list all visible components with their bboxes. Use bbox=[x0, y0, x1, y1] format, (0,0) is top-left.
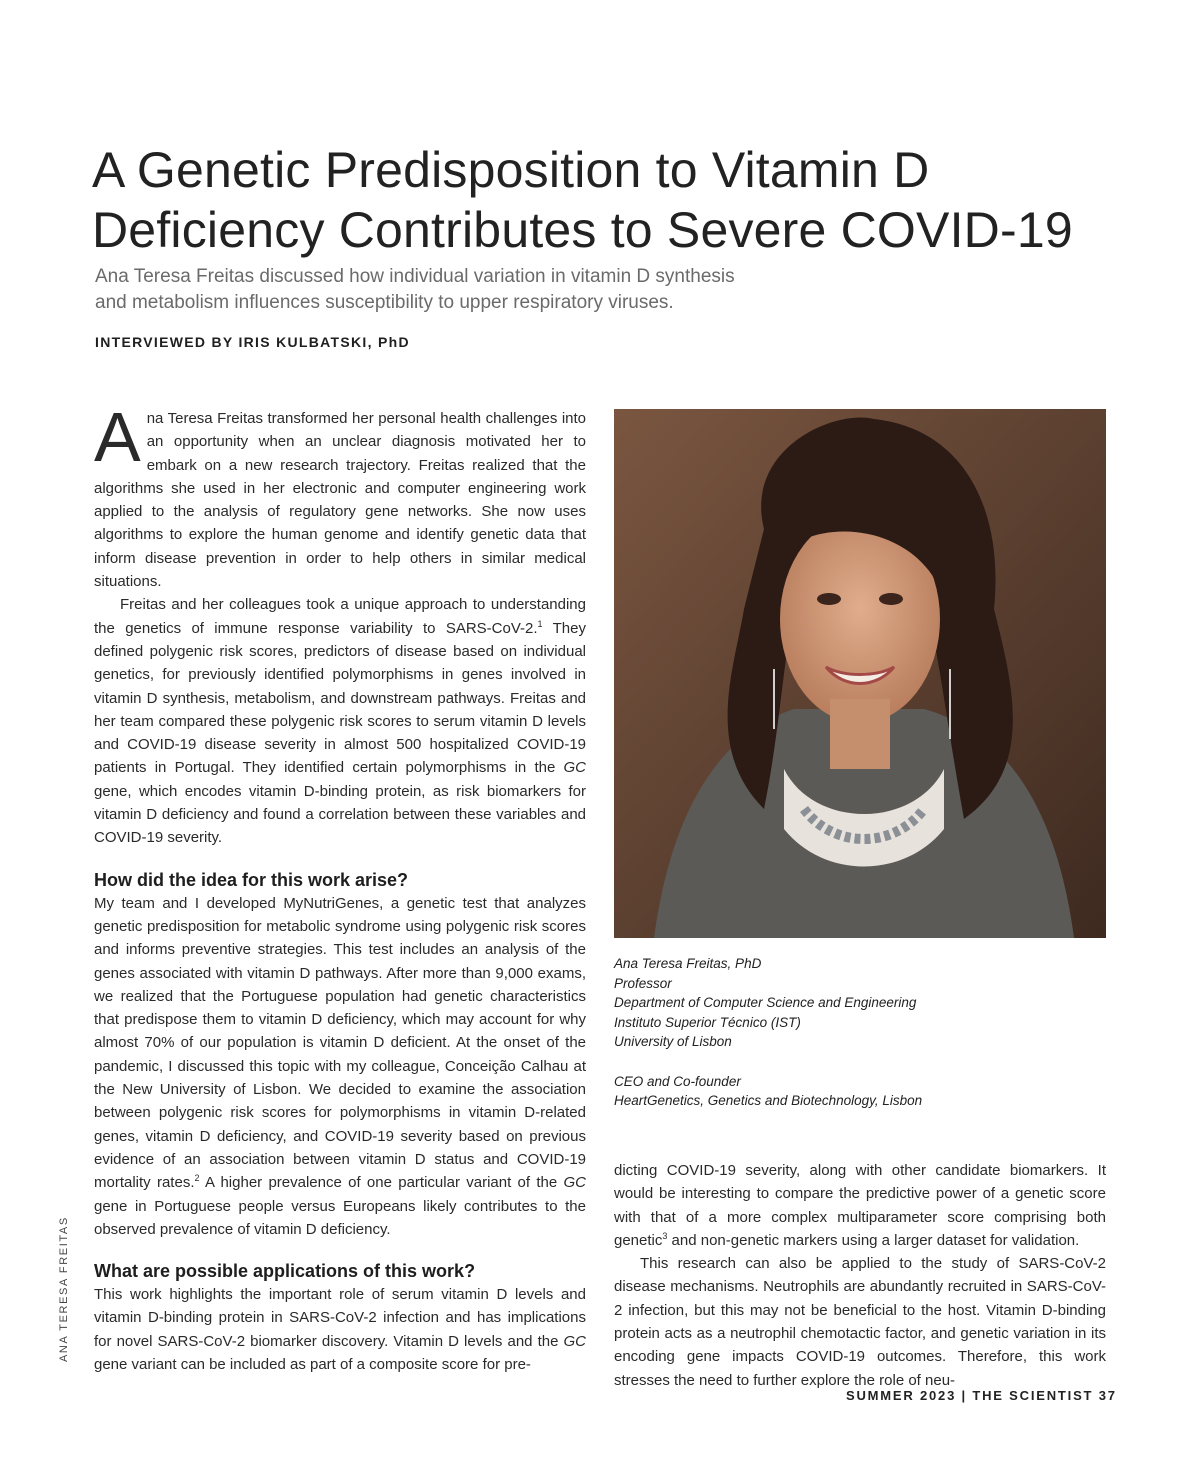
page-number: 37 bbox=[1098, 1388, 1117, 1403]
page-folio bbox=[846, 1388, 1117, 1403]
continuation-text-a: dicting COVID-19 severity, along with other candidate biomarkers. It would be interesting to compare the predictive power of a genetic score with that of a more complex multiparameter score comprising both genetic bbox=[614, 1162, 1106, 1249]
right-column bbox=[614, 1159, 1106, 1392]
reference-1: 1 bbox=[537, 618, 543, 629]
reference-3: 3 bbox=[662, 1230, 668, 1241]
deck-line-1: Ana Teresa Freitas discussed how individual variation in vitamin D synthesis bbox=[95, 266, 735, 287]
photo-caption bbox=[614, 954, 1114, 1111]
answer-1-text-b: A higher prevalence of one particular variant of the bbox=[199, 1174, 564, 1192]
article-title bbox=[92, 140, 1152, 260]
continuation-paragraph bbox=[614, 1159, 1106, 1252]
reference-2: 2 bbox=[194, 1173, 200, 1184]
byline: INTERVIEWED BY IRIS KULBATSKI, PhD bbox=[95, 334, 410, 350]
left-column bbox=[94, 398, 587, 1376]
summary-text-b: They defined polygenic risk scores, predictors of disease based on individual genetics, for previously identified polymorphisms in genes involved in vitamin D synthesis, metabolism, and downstream pathways. Freitas and her team compared these polygenic risk scores to serum vitamin D levels and COVID-19 disease severity in almost 500 hospitalized COVID-19 patients in Portugal. They identified certain polymorphisms in the bbox=[94, 619, 586, 777]
gene-name: GC bbox=[563, 1332, 586, 1350]
gene-name: GC bbox=[563, 1174, 587, 1192]
question-heading-2: What are possible applications of this work? bbox=[94, 1261, 476, 1282]
issue-label: SUMMER 2023 | THE SCIENTIST bbox=[846, 1388, 1094, 1403]
drop-cap: A bbox=[94, 398, 141, 476]
portrait-photo bbox=[614, 409, 1106, 938]
portrait-illustration bbox=[614, 409, 1106, 938]
question-heading-1: How did the idea for this work arise? bbox=[94, 869, 409, 890]
gene-name: GC bbox=[563, 759, 586, 777]
caption-department: Department of Computer Science and Engineering bbox=[614, 995, 917, 1011]
answer-paragraph-2 bbox=[94, 1283, 586, 1376]
answer-paragraph-1 bbox=[94, 892, 586, 1241]
caption-institute: Instituto Superior Técnico (IST) bbox=[614, 1014, 801, 1030]
answer-1-text-a: My team and I developed MyNutriGenes, a genetic test that analyzes genetic predisposition for metabolic syndrome using polygenic risk scores and informs preventive strategies. This test includes an analysis of the genes associated with vitamin D pathways. After more than 9,000 exams, we realized that the Portuguese population had genetic characteristics that predispose them to vitamin D deficiency, which may account for why almost 70% of our population is vitamin D deficient. At the onset of the pandemic, I discussed this topic with my colleague, Conceição Calhau at the New University of Lisbon. We decided to examine the association between polygenic risk scores for polymorphisms in vitamin D-related genes, vitamin D deficiency, and COVID-19 severity based on previous evidence of an association between vitamin D status and COVID-19 mortality rates. bbox=[94, 894, 586, 1192]
answer-1-text-c: gene in Portuguese people versus Europeans likely contributes to the observed prevalence of vitamin D deficiency. bbox=[94, 1197, 586, 1238]
summary-paragraph bbox=[94, 593, 586, 849]
mechanisms-paragraph: This research can also be applied to the study of SARS-CoV-2 disease mechanisms. Neutrophils are abundantly recruited in SARS-CoV-2 infection, but this may not be beneficial to the host. Vitamin D-binding protein acts as a neutrophil chemotactic factor, and genetic variation in its encoding gene impacts COVID-19 outcomes. Therefore, this work stresses the need to further explore the role of neu- bbox=[614, 1255, 1106, 1389]
photo-credit: ANA TERESA FREITAS bbox=[58, 1216, 70, 1362]
caption-role: CEO and Co-founder bbox=[614, 1073, 741, 1089]
caption-university: University of Lisbon bbox=[614, 1034, 732, 1050]
answer-2-text-b: gene variant can be included as part of a composite score for pre- bbox=[94, 1355, 531, 1373]
answer-2-text-a: This work highlights the important role of serum vitamin D levels and vitamin D-binding protein in SARS-CoV-2 infection and has implications for novel SARS-CoV-2 biomarker discovery. Vitamin D levels and the bbox=[94, 1286, 586, 1350]
summary-text-c: gene, which encodes vitamin D-binding protein, as risk biomarkers for vitamin D deficiency and found a correlation between these variables and COVID-19 severity. bbox=[94, 782, 586, 847]
caption-name: Ana Teresa Freitas, PhD bbox=[614, 956, 762, 971]
intro-text: na Teresa Freitas transformed her personal health challenges into an opportunity when an unclear diagnosis motivated her to embark on a new research trajectory. Freitas realized that the algorithms she used in her electronic and computer engineering work applied to the analysis of regulatory gene networks. She now uses algorithms to explore the human genome and identify genetic data that inform disease prevention in order to help others in similar medical situations. bbox=[94, 410, 586, 591]
continuation-text-b: and non-genetic markers using a larger dataset for validation. bbox=[667, 1231, 1080, 1249]
caption-company: HeartGenetics, Genetics and Biotechnology, Lisbon bbox=[614, 1093, 923, 1109]
summary-text-a: Freitas and her colleagues took a unique approach to understanding the genetics of immune response variability to SARS-CoV-2. bbox=[94, 596, 586, 637]
intro-paragraph bbox=[94, 398, 586, 593]
caption-title: Professor bbox=[614, 975, 672, 991]
article-deck bbox=[95, 264, 875, 316]
title-line-2: Deficiency Contributes to Severe COVID-19 bbox=[92, 202, 1073, 258]
title-line-1: A Genetic Predisposition to Vitamin D bbox=[92, 142, 930, 198]
deck-line-2: and metabolism influences susceptibility to upper respiratory viruses. bbox=[95, 292, 674, 313]
